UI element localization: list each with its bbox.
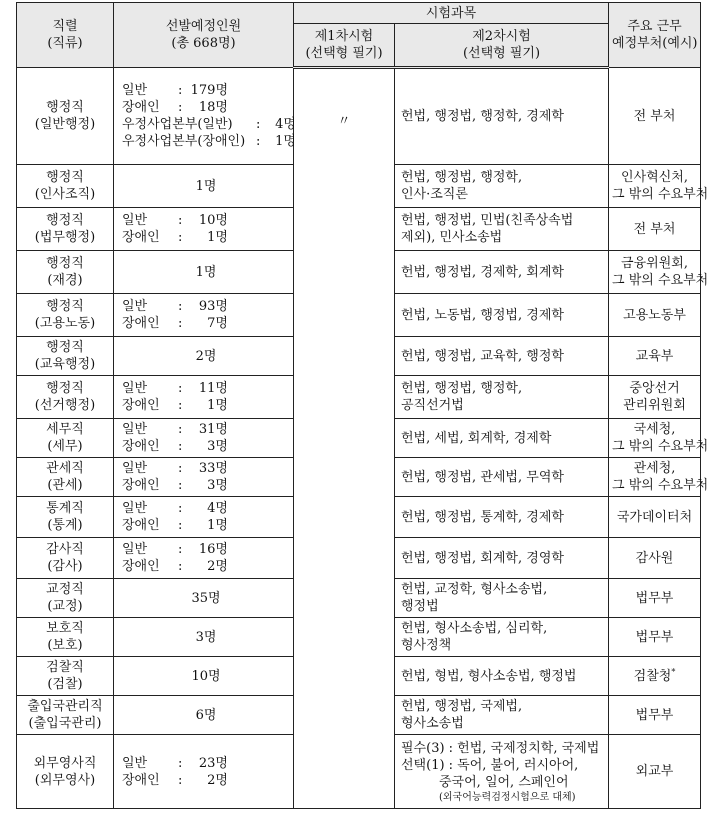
quota-cell: [114, 735, 294, 809]
quota-line: 장애인 : 2명: [122, 559, 228, 574]
quota-cell: 35명: [114, 579, 294, 618]
header-quota: 선발예정인원 (총 668명): [114, 3, 294, 68]
quota-line: 장애인 : 1명: [122, 230, 228, 245]
job-cell: 통계직 (통계): [17, 497, 114, 538]
quota-cell: 1명: [114, 251, 294, 294]
quota-line: 일반 : 31명: [122, 422, 228, 437]
quota-line: 장애인 : 2명: [122, 772, 228, 788]
quota-cell: [114, 68, 294, 165]
quota-cell: 1명: [114, 165, 294, 208]
quota-line: 일반 : 23명: [122, 755, 228, 771]
quota-line: 일반 : 33명: [122, 461, 228, 476]
second-exam-cell: 헌법, 노동법, 행정법, 경제학: [395, 294, 609, 337]
job-cell: 행정직 (재경): [17, 251, 114, 294]
dept-cell: 고용노동부: [609, 294, 701, 337]
second-exam-cell: 헌법, 형사소송법, 심리학, 형사정책: [395, 618, 609, 657]
header-exam: 시험과목: [294, 3, 609, 24]
job-cell: 행정직 (선거행정): [17, 376, 114, 419]
second-exam-cell: 헌법, 행정법, 행정학, 인사·조직론: [395, 165, 609, 208]
quota-line: 일반 : 10명: [122, 213, 228, 228]
dept-cell: 인사혁신처, 그 밖의 수요부처: [609, 165, 701, 208]
job-cell: 관세직 (관세): [17, 458, 114, 497]
quota-cell: 6명: [114, 696, 294, 735]
job-cell: 출입국관리직 (출입국관리): [17, 696, 114, 735]
job-cell: 세무직 (세무): [17, 419, 114, 458]
quota-cell: 2명: [114, 337, 294, 376]
second-exam-cell: 헌법, 행정법, 통계학, 경제학: [395, 497, 609, 538]
quota-cell: [114, 294, 294, 337]
quota-line: 일반 : 11명: [122, 381, 228, 396]
table-row: [17, 68, 701, 165]
job-cell: 감사직 (감사): [17, 538, 114, 579]
dept-cell: 법무부: [609, 618, 701, 657]
dept-cell: 전 부처: [609, 68, 701, 165]
quota-cell: [114, 458, 294, 497]
dept-cell: 외교부: [609, 735, 701, 809]
job-cell: 검찰직 (검찰): [17, 657, 114, 696]
header-job: 직렬 (직류): [17, 3, 114, 68]
quota-line: 일반 : 93명: [122, 299, 228, 314]
quota-line: 장애인 : 1명: [122, 398, 228, 413]
dept-cell: 중앙선거 관리위원회: [609, 376, 701, 419]
dept-cell: 국세청, 그 밖의 수요부처: [609, 419, 701, 458]
quota-cell: [114, 376, 294, 419]
job-cell: 보호직 (보호): [17, 618, 114, 657]
job-cell: 행정직 (인사조직): [17, 165, 114, 208]
quota-cell: [114, 497, 294, 538]
job-cell: 행정직 (일반행정): [17, 68, 114, 165]
second-exam-cell: 헌법, 행정법, 민법(친족상속법 제외), 민사소송법: [395, 208, 609, 251]
dept-cell: 관세청, 그 밖의 수요부처: [609, 458, 701, 497]
footnote-mark: *: [671, 667, 676, 677]
job-cell: 행정직 (고용노동): [17, 294, 114, 337]
second-exam-cell: 헌법, 세법, 회계학, 경제학: [395, 419, 609, 458]
second-exam-cell: 헌법, 행정법, 행정학, 경제학: [395, 68, 609, 165]
first-exam-cell: 〃: [294, 68, 395, 809]
second-exam-cell: 필수(3) : 헌법, 국제정치학, 국제법 선택(1) : 독어, 불어, 러시아어, 중국어, 일어, 스페인어 (외국어능력검정시험으로 대체): [395, 735, 609, 809]
quota-line: 장애인 : 3명: [122, 439, 228, 454]
job-cell: 행정직 (교육행정): [17, 337, 114, 376]
dept-cell: 감사원: [609, 538, 701, 579]
second-exam-note: (외국어능력검정시험으로 대체): [439, 791, 576, 803]
job-cell: 교정직 (교정): [17, 579, 114, 618]
second-exam-cell: 헌법, 행정법, 경제학, 회계학: [395, 251, 609, 294]
second-exam-cell: 헌법, 행정법, 관세법, 무역학: [395, 458, 609, 497]
job-cell: 외무영사직 (외무영사): [17, 735, 114, 809]
header-first-exam: 제1차시험 (선택형 필기): [294, 24, 395, 68]
dept-cell: 금융위원회, 그 밖의 수요부처: [609, 251, 701, 294]
dept-cell: 교육부: [609, 337, 701, 376]
header-second-exam: 제2차시험 (선택형 필기): [395, 24, 609, 68]
dept-cell: 전 부처: [609, 208, 701, 251]
header-dept: 주요 근무 예정부처(예시): [609, 3, 701, 68]
second-exam-cell: 헌법, 행정법, 국제법, 형사소송법: [395, 696, 609, 735]
quota-cell: [114, 419, 294, 458]
second-exam-cell: 헌법, 행정법, 회계학, 경영학: [395, 538, 609, 579]
second-exam-cell: 헌법, 교정학, 형사소송법, 행정법: [395, 579, 609, 618]
quota-cell: 10명: [114, 657, 294, 696]
quota-line: 장애인 : 1명: [122, 518, 228, 533]
quota-cell: 3명: [114, 618, 294, 657]
quota-line: 일반 : 179명: [122, 83, 228, 98]
quota-line: 장애인 : 3명: [122, 478, 228, 493]
exam-table: [16, 2, 708, 809]
quota-cell: [114, 208, 294, 251]
second-exam-cell: 헌법, 행정법, 행정학, 공직선거법: [395, 376, 609, 419]
quota-line: 우정사업본부(일반) : 4명: [122, 117, 296, 132]
quota-line: 장애인 : 7명: [122, 316, 228, 331]
quota-line: 우정사업본부(장애인) : 1명: [122, 134, 296, 149]
dept-cell: 검찰청*: [609, 657, 701, 696]
quota-line: 장애인 : 18명: [122, 100, 228, 115]
quota-cell: [114, 538, 294, 579]
second-exam-cell: 헌법, 형법, 형사소송법, 행정법: [395, 657, 609, 696]
dept-cell: 국가데이터처: [609, 497, 701, 538]
job-cell: 행정직 (법무행정): [17, 208, 114, 251]
second-exam-cell: 헌법, 행정법, 교육학, 행정학: [395, 337, 609, 376]
quota-line: 일반 : 16명: [122, 542, 228, 557]
quota-line: 일반 : 4명: [122, 501, 228, 516]
dept-cell: 법무부: [609, 696, 701, 735]
dept-cell: 법무부: [609, 579, 701, 618]
